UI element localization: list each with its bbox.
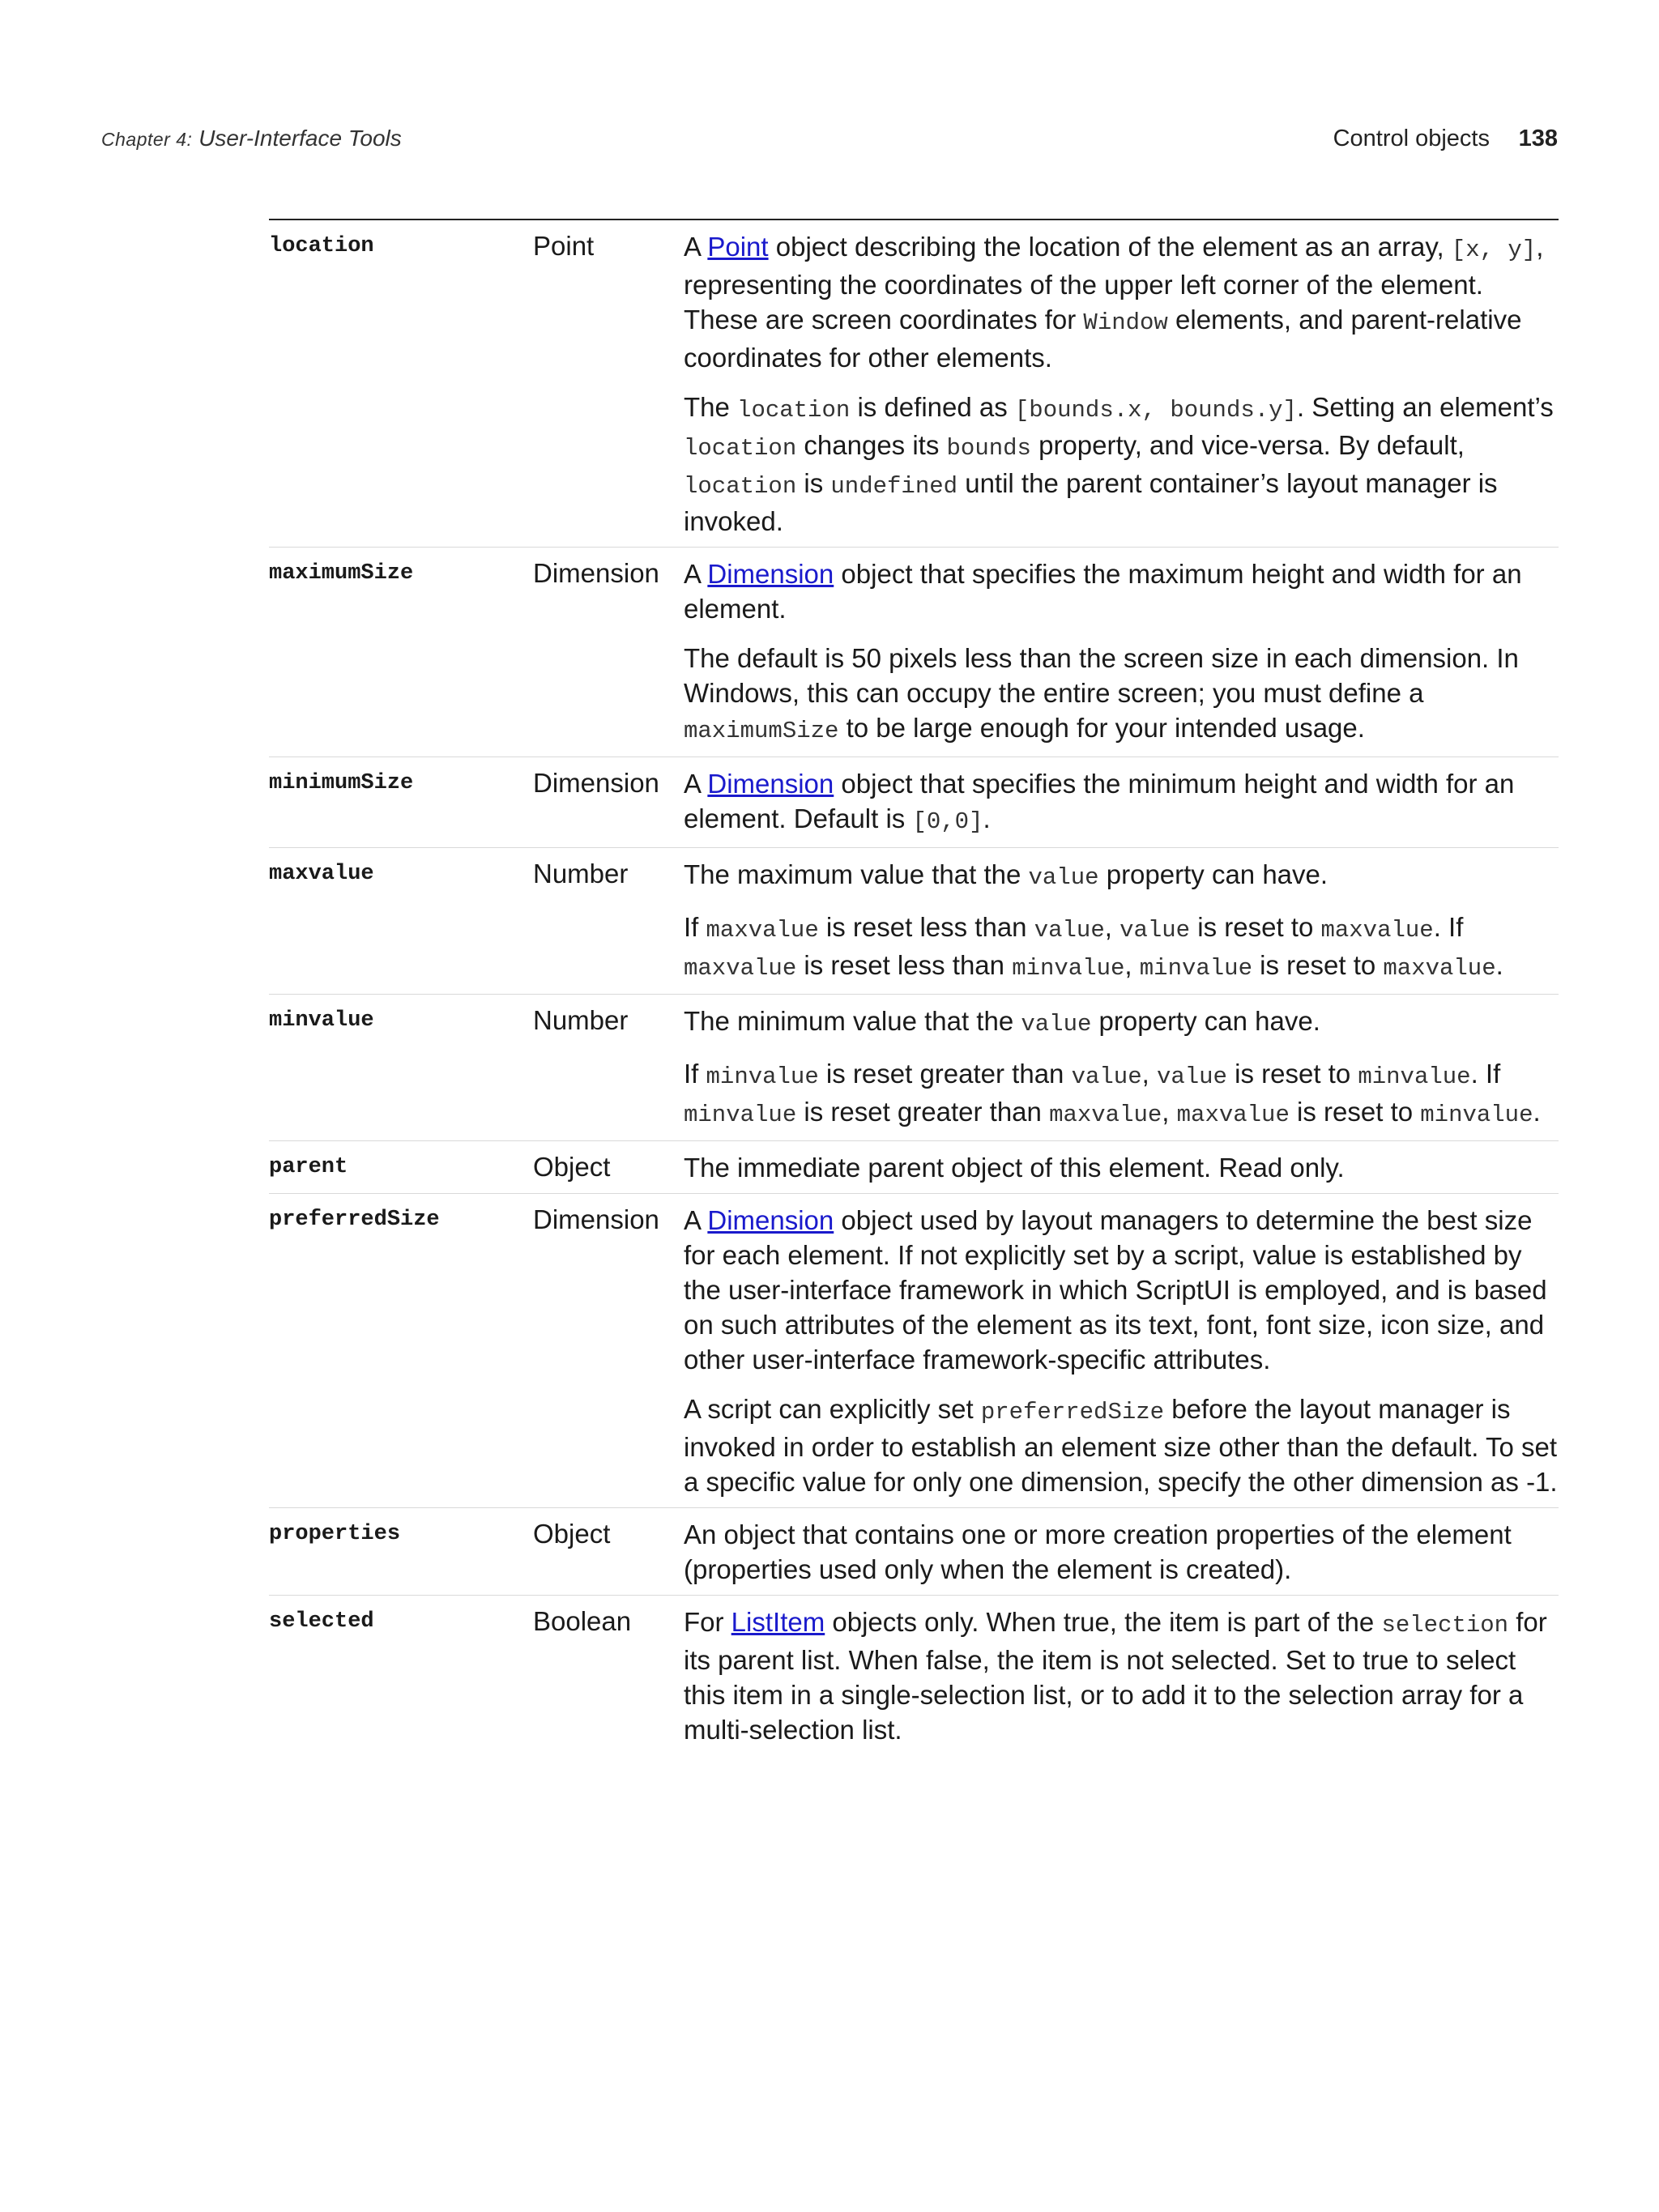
property-type: Dimension [533,768,659,798]
description-text: is reset less than [796,950,1013,980]
description-text: property, and vice-versa. By default, [1030,430,1465,460]
description-text: property can have. [1091,1006,1320,1036]
code-term: [x, y] [1451,237,1537,263]
code-term: location [737,397,851,424]
description-text: object describing the location of the element as an array, [768,232,1452,262]
code-term: maxvalue [684,955,797,982]
property-type: Dimension [533,558,659,588]
description-text: The immediate parent object of this element. Read only. [684,1153,1345,1183]
code-term: minvalue [1420,1102,1533,1128]
property-type: Object [533,1152,611,1182]
code-term: value [1156,1063,1227,1090]
description-text: . [1533,1097,1541,1127]
code-term: minvalue [684,1102,797,1128]
description-text: , [1162,1097,1177,1127]
property-name: properties [269,1522,401,1546]
code-term: minvalue [1139,955,1252,982]
section-title: Control objects [1333,126,1490,151]
page-number: 138 [1518,126,1558,151]
description-paragraph [684,1056,1559,1132]
description-paragraph [684,1392,1559,1499]
property-row [269,1194,1559,1508]
property-type: Number [533,1005,629,1035]
type-link[interactable]: Dimension [707,1205,834,1235]
description-text: . If [1433,912,1464,942]
description-text: object that specifies the maximum height and width for an element. [684,559,1522,624]
type-link[interactable]: Dimension [707,769,834,799]
properties-table-body [269,219,1559,1755]
property-name: preferredSize [269,1208,440,1232]
code-term: minvalue [1358,1063,1471,1090]
code-term: bounds [946,435,1031,462]
code-term: value [1120,917,1191,944]
description-text: An object that contains one or more creation properties of the element (properties used only when the element is created). [684,1519,1512,1584]
description-text: , [1124,950,1140,980]
chapter-title: User-Interface Tools [198,126,402,151]
code-term: Window [1083,309,1168,336]
description-text: The maximum value that the [684,859,1029,889]
code-term: [0,0] [912,808,983,835]
description-paragraph [684,1605,1559,1747]
property-name: maxvalue [269,862,374,886]
description-text: . [983,803,991,833]
code-term: value [1034,917,1105,944]
description-text: changes its [796,430,947,460]
property-name: location [269,234,374,258]
description-text: object used by layout managers to determine the best size for each element. If not explicitly set by a script, value is established by the user-interface framework in which ScriptUI is employed, and is based on such attributes of the element as its text, font, font size, icon size, and other user-interface framework-specific attributes. [684,1205,1547,1375]
code-term: [bounds.x, bounds.y] [1014,397,1297,424]
description-text: The minimum value that the [684,1006,1021,1036]
property-row [269,1596,1559,1756]
property-row [269,1141,1559,1194]
code-term: maxvalue [1320,917,1434,944]
description-text: The default is 50 pixels less than the screen size in each dimension. In Windows, this can occupy the entire screen; you must define a [684,643,1519,708]
code-term: maximumSize [684,718,839,744]
property-row [269,995,1559,1141]
property-description [684,995,1559,1141]
description-paragraph [684,766,1559,839]
code-term: minvalue [706,1063,819,1090]
code-term: maxvalue [1383,955,1496,982]
description-paragraph [684,1150,1559,1185]
description-text: If [684,912,706,942]
code-term: minvalue [1012,955,1125,982]
description-paragraph [684,556,1559,626]
description-paragraph [684,1517,1559,1587]
description-text: is defined as [850,392,1015,422]
property-description [684,1141,1559,1194]
description-text: , [1104,912,1120,942]
type-link[interactable]: Dimension [707,559,834,589]
description-text: For [684,1607,731,1637]
description-text: . Setting an element’s [1296,392,1554,422]
property-row [269,1508,1559,1596]
description-text: . [1495,950,1503,980]
code-term: preferredSize [980,1399,1165,1426]
code-term: location [684,435,797,462]
description-text: A [684,559,708,589]
property-description [684,848,1559,995]
property-description [684,757,1559,848]
property-type: Boolean [533,1606,632,1636]
chapter-label [101,126,402,151]
property-type: Point [533,231,595,261]
description-text: The [684,392,738,422]
code-term: maxvalue [1049,1102,1162,1128]
property-description [684,219,1559,548]
description-text: is reset to [1226,1059,1358,1089]
description-text: is reset to [1252,950,1384,980]
description-text: objects only. When true, the item is part of the [825,1607,1382,1637]
property-description [684,548,1559,757]
description-text: is reset less than [818,912,1034,942]
description-text: property can have. [1098,859,1328,889]
code-term: value [1071,1063,1142,1090]
description-text: A [684,769,708,799]
description-paragraph [684,857,1559,895]
description-text: before the layout manager is invoked in order to establish an element size other than the default. To set a specific value for only one dimension, specify the other dimension as -1. [684,1394,1558,1497]
type-link[interactable]: Point [707,232,769,262]
code-term: value [1028,864,1099,891]
description-paragraph [684,390,1559,539]
property-name: parent [269,1155,348,1179]
properties-table [269,219,1559,1755]
description-text: is reset greater than [818,1059,1072,1089]
chapter-prefix: Chapter 4: [101,129,193,150]
code-term: value [1021,1011,1092,1038]
property-name: selected [269,1609,374,1634]
description-paragraph [684,910,1559,986]
code-term: location [684,473,797,500]
description-text: to be large enough for your intended usage. [838,713,1365,743]
description-text: , [1141,1059,1157,1089]
description-text: A [684,1205,708,1235]
property-row [269,219,1559,548]
property-type: Number [533,859,629,889]
description-paragraph [684,641,1559,748]
type-link[interactable]: ListItem [731,1607,825,1637]
description-text: is [796,468,831,498]
description-text: , representing the coordinates of the upper left corner of the element. These are screen coordinates for [684,232,1544,335]
description-paragraph [684,1203,1559,1377]
description-text: If [684,1059,706,1089]
code-term: maxvalue [706,917,819,944]
description-text: until the parent container’s layout manager is invoked. [684,468,1498,536]
description-text: object that specifies the minimum height and width for an element. Default is [684,769,1515,833]
property-description [684,1596,1559,1756]
description-text: . If [1470,1059,1501,1089]
description-text: A [684,232,708,262]
property-row [269,548,1559,757]
description-text: is reset greater than [796,1097,1050,1127]
code-term: selection [1381,1612,1509,1639]
description-text: elements, and parent-relative coordinates for other elements. [684,305,1522,373]
property-name: minvalue [269,1008,374,1033]
property-name: maximumSize [269,561,414,586]
property-type: Object [533,1519,611,1549]
property-name: minimumSize [269,771,414,795]
property-type: Dimension [533,1204,659,1234]
description-paragraph [684,229,1559,375]
description-text: for its parent list. When false, the item is not selected. Set to true to select this item in a single-selection list, or to add it to the selection array for a multi-selection list. [684,1607,1547,1745]
property-row [269,848,1559,995]
description-text: is reset to [1289,1097,1421,1127]
description-text: is reset to [1190,912,1321,942]
code-term: maxvalue [1176,1102,1290,1128]
property-description [684,1194,1559,1508]
code-term: undefined [830,473,958,500]
property-row [269,757,1559,848]
property-description [684,1508,1559,1596]
description-paragraph [684,1004,1559,1042]
running-header [101,126,1558,158]
description-text: A script can explicitly set [684,1394,981,1424]
